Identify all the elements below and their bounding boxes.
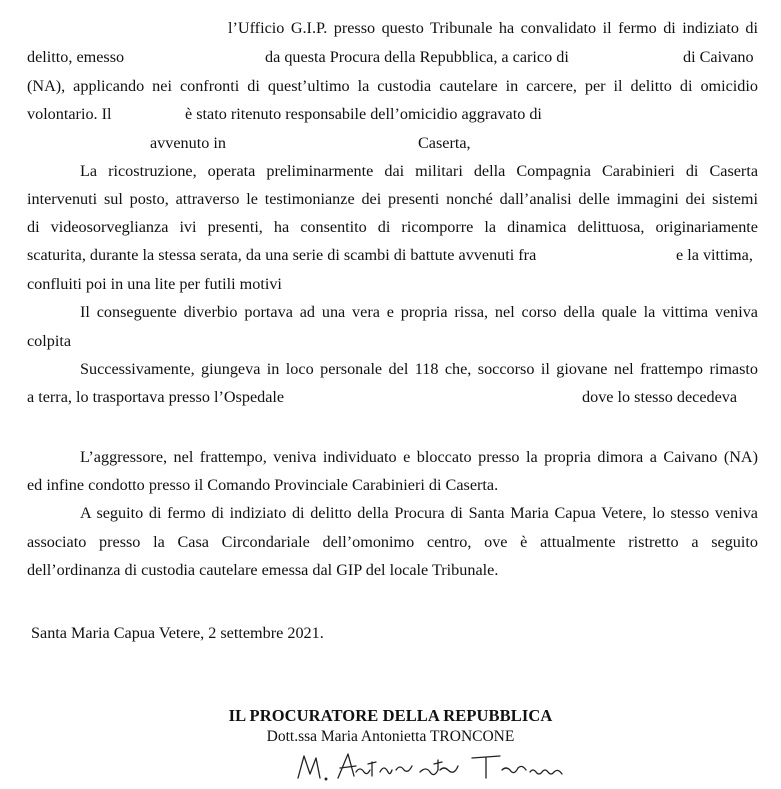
text-line: avvenuto in	[150, 134, 226, 152]
text-line: delitto, emesso	[27, 48, 125, 66]
text-line: (NA), applicando nei confronti di quest’ultimo la custodia cautelare in carcere, per il delitto di omicidio	[27, 77, 758, 95]
text-line: da questa Procura della Repubblica, a carico di	[265, 48, 569, 66]
text-line: Il conseguente diverbio portava ad una vera e propria rissa, nel corso della quale la vittima veniva	[80, 303, 758, 321]
text-line: è stato ritenuto responsabile dell’omicidio aggravato di	[185, 105, 542, 123]
signatory-name: Dott.ssa Maria Antonietta TRONCONE	[266, 728, 515, 745]
text-line: l’Ufficio G.I.P. presso questo Tribunale ha convalidato il fermo di indiziato di	[228, 19, 758, 37]
text-line: e la vittima,	[676, 246, 753, 264]
text-line: associato presso la Casa Circondariale dell’omonimo centro, ove è attualmente ristretto a seguito	[27, 533, 758, 551]
text-line: a terra, lo trasportava presso l’Ospedale	[27, 388, 285, 406]
text-line: scaturita, durante la stessa serata, da una serie di scambi di battute avvenuti fra	[27, 246, 537, 264]
signature-title: IL PROCURATORE DELLA REPUBBLICA	[228, 706, 553, 725]
signature-scribble-icon	[290, 748, 570, 784]
text-line: dove lo stesso decedeva	[582, 388, 738, 406]
text-line: volontario. Il	[27, 105, 112, 123]
text-line: di videosorveglianza ivi presenti, ha consentito di ricomporre la dinamica delittuosa, originariamente	[27, 218, 758, 236]
text-line: intervenuti sul posto, attraverso le testimonianze dei presenti nonché dall’analisi delle immagini dei sistemi	[27, 190, 758, 208]
text-line: Caserta,	[418, 134, 471, 152]
place-date: Santa Maria Capua Vetere, 2 settembre 2021.	[31, 624, 324, 642]
text-line: L’aggressore, nel frattempo, veniva individuato e bloccato presso la propria dimora a Caivano (NA)	[80, 448, 758, 466]
text-line: confluiti poi in una lite per futili motivi	[27, 275, 282, 293]
text-line: colpita	[27, 332, 72, 350]
handwritten-signature	[290, 748, 570, 789]
text-line: A seguito di fermo di indiziato di delitto della Procura di Santa Maria Capua Vetere, lo stesso veniva	[80, 504, 758, 522]
text-line: La ricostruzione, operata preliminarmente dai militari della Compagnia Carabinieri di Caserta	[80, 162, 758, 180]
text-line: ed infine condotto presso il Comando Provinciale Carabinieri di Caserta.	[27, 476, 499, 494]
text-line: Successivamente, giungeva in loco personale del 118 che, soccorso il giovane nel frattempo rimasto	[80, 360, 758, 378]
text-line: dell’ordinanza di custodia cautelare emessa dal GIP del locale Tribunale.	[27, 561, 499, 579]
text-line: di Caivano	[683, 48, 754, 66]
